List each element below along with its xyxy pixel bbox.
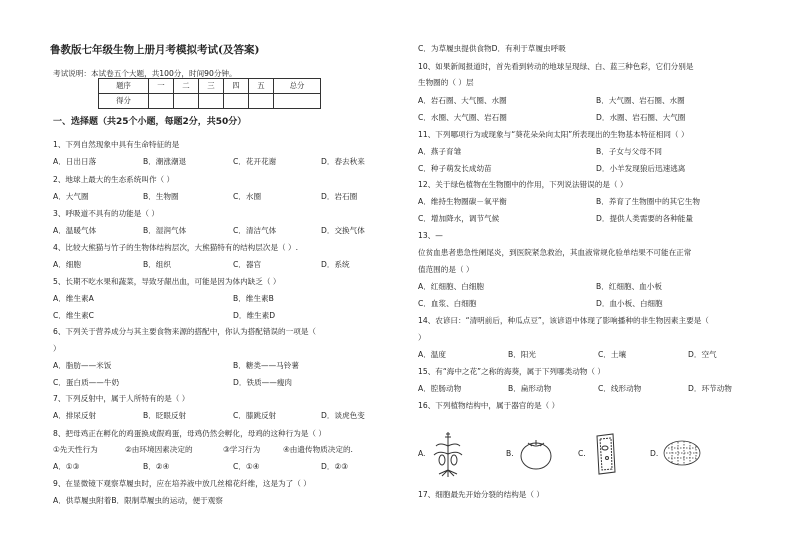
option[interactable]: A．温度 [418, 350, 446, 359]
statement: ②由环境因素决定的 [125, 445, 193, 454]
option[interactable]: B．湿润气体 [143, 226, 187, 235]
page-title: 鲁教版七年级生物上册月考模拟考试(及答案) [50, 44, 260, 56]
option[interactable]: C．维生素C [53, 311, 94, 320]
score-cell[interactable] [274, 94, 321, 109]
question-2: 2、地球上最大的生态系统叫作（ ） [53, 175, 175, 184]
figure-label-b[interactable]: B. [506, 449, 514, 458]
question-16: 16、下列植物结构中，属于器官的是（ ） [418, 401, 560, 410]
option[interactable]: A．排尿反射 [53, 411, 97, 420]
statement: ③学习行为 [223, 445, 261, 454]
option[interactable]: B．生物圈 [143, 192, 179, 201]
option[interactable]: B．潮涨潮退 [143, 157, 187, 166]
question-13: 13、— [418, 231, 443, 240]
score-header-cell: 二 [174, 79, 199, 94]
score-cell[interactable] [149, 94, 174, 109]
option[interactable]: C．花开花谢 [233, 157, 277, 166]
option[interactable]: D．空气 [688, 350, 717, 359]
option[interactable]: B．大气圈、岩石圈、水圈 [596, 96, 685, 105]
question-9-option-ab[interactable]: A．供草履虫附着B．限制草履虫的运动，便于观察 [53, 496, 223, 505]
option[interactable]: D．小羊发现狼后迅速逃离 [596, 164, 686, 173]
option[interactable]: C．清洁气体 [233, 226, 277, 235]
option[interactable]: D．提供人类需要的各种能量 [596, 214, 693, 223]
score-header-cell: 一 [149, 79, 174, 94]
question-1: 1、下列自然现象中具有生命特征的是 [53, 140, 180, 149]
option[interactable]: A．维持生物圈碳－氧平衡 [418, 197, 507, 206]
question-6: 6、下列关于营养成分与其主要食物来源的搭配中，你认为搭配错误的一项是（ [53, 327, 317, 336]
score-cell[interactable] [174, 94, 199, 109]
option[interactable]: B．扁形动物 [508, 384, 552, 393]
question-14: 14、农谚曰：“清明前后，种瓜点豆”，该谚语中体现了影响播种的非生物因素主要是（ [418, 316, 709, 325]
question-9: 9、在显微镜下观察草履虫时，应在培养液中放几丝棉花纤维，这是为了（ ） [53, 479, 311, 488]
score-row-label: 得分 [99, 94, 149, 109]
cell-tissue-icon [662, 438, 702, 468]
score-cell[interactable] [224, 94, 249, 109]
score-table [98, 78, 321, 109]
score-header-cell: 题序 [99, 79, 149, 94]
option[interactable]: A．大气圈 [53, 192, 89, 201]
question-13-continuation: 值范围的是（ ） [418, 265, 474, 274]
figure-label-c[interactable]: C. [578, 449, 586, 458]
score-header-cell: 五 [249, 79, 274, 94]
option[interactable]: D．铁质——瘦肉 [233, 378, 293, 387]
option[interactable]: C．血浆、白细胞 [418, 299, 477, 308]
option[interactable]: D．环节动物 [688, 384, 732, 393]
option[interactable]: B．养育了生物圈中的其它生物 [596, 197, 700, 206]
question-3: 3、呼吸道不具有的功能是（ ） [53, 209, 159, 218]
score-cell[interactable] [249, 94, 274, 109]
option[interactable]: B．维生素B [233, 294, 274, 303]
option[interactable]: D．水圈、岩石圈、大气圈 [596, 113, 686, 122]
plant-icon [430, 430, 466, 478]
figure-label-a[interactable]: A. [418, 449, 426, 458]
option[interactable]: A．腔肠动物 [418, 384, 462, 393]
option[interactable]: C．种子萌发长成幼苗 [418, 164, 492, 173]
option[interactable]: D．血小板、白细胞 [596, 299, 663, 308]
question-17: 17、细胞最先开始分裂的结构是（ ） [418, 490, 544, 499]
score-table-score-row [99, 94, 321, 109]
option[interactable]: A．燕子育雏 [418, 147, 462, 156]
question-10: 10、如果新闻报道时，首先看到转动的地球呈现绿、白、蓝三种色彩，它们分别是 [418, 62, 694, 71]
option[interactable]: B．子女与父母不同 [596, 147, 662, 156]
score-header-cell: 四 [224, 79, 249, 94]
question-4: 4、比较大熊猫与竹子的生物体结构层次，大熊猫特有的结构层次是（ ）. [53, 243, 299, 252]
option[interactable]: A．日出日落 [53, 157, 97, 166]
score-table-header-row [99, 79, 321, 94]
option[interactable]: A．温暖气体 [53, 226, 97, 235]
statement: ④由遗传物质决定的. [283, 445, 353, 454]
question-11: 11、下列哪项行为或现象与“葵花朵朵向太阳”所表现出的生物基本特征相同（ ） [418, 130, 689, 139]
option[interactable]: A．维生素A [53, 294, 94, 303]
option[interactable]: A．岩石圈、大气圈、水圈 [418, 96, 507, 105]
question-10-continuation: 生物圈的（ ）层 [418, 78, 474, 87]
tomato-icon [518, 436, 554, 472]
question-15: 15、有“海中之花”之称的海葵，属于下列哪类动物（ ） [418, 367, 606, 376]
option[interactable]: B．眨眼反射 [143, 411, 187, 420]
option[interactable]: D．谈虎色变 [321, 411, 365, 420]
option[interactable]: D．交换气体 [321, 226, 365, 235]
option[interactable]: D．②③ [321, 462, 349, 471]
plant-cell-icon [592, 432, 618, 476]
option[interactable]: B．②④ [143, 462, 170, 471]
question-12: 12、关于绿色植物在生物圈中的作用，下列说法错误的是（ ） [418, 180, 628, 189]
option[interactable]: C．增加降水，调节气候 [418, 214, 500, 223]
option[interactable]: C．膝跳反射 [233, 411, 277, 420]
score-cell[interactable] [199, 94, 224, 109]
option[interactable]: A．①③ [53, 462, 80, 471]
option[interactable]: D．春去秋来 [321, 157, 365, 166]
question-14-continuation: ） [418, 333, 426, 342]
statement: ①先天性行为 [53, 445, 98, 454]
question-8: 8、把母鸡正在孵化的鸡蛋换成假鸡蛋，母鸡仍然会孵化，母鸡的这种行为是（ ） [53, 429, 327, 438]
option[interactable]: C．①④ [233, 462, 260, 471]
question-16-figures [418, 428, 780, 478]
option[interactable]: D．维生素D [233, 311, 276, 320]
option[interactable]: B．组织 [143, 260, 171, 269]
option[interactable]: C．器官 [233, 260, 262, 269]
section-heading: 一、选择题（共25个小题，每题2分，共50分） [53, 117, 247, 127]
option[interactable]: C．线形动物 [598, 384, 642, 393]
option[interactable]: A．红细胞、白细胞 [418, 282, 484, 291]
option[interactable]: B．阳光 [508, 350, 536, 359]
option[interactable]: D．岩石圈 [321, 192, 358, 201]
question-9-option-cd[interactable]: C．为草履虫提供食物D．有利于草履虫呼吸 [418, 44, 566, 53]
figure-label-d[interactable]: D. [650, 449, 659, 458]
option[interactable]: C．水圈 [233, 192, 262, 201]
option[interactable]: C．蛋白质——牛奶 [53, 378, 120, 387]
option[interactable]: D．系统 [321, 260, 350, 269]
option[interactable]: A．脂肪——米饭 [53, 361, 112, 370]
question-7: 7、下列反射中，属于人所特有的是（ ） [53, 394, 190, 403]
option[interactable]: A．细胞 [53, 260, 81, 269]
option[interactable]: C．水圈、大气圈、岩石圈 [418, 113, 507, 122]
question-13-continuation: 位贫血患者患急性阑尾炎，到医院紧急救治，其血液常规化验单结果不可能在正常 [418, 248, 692, 257]
option[interactable]: B．糖类——马铃薯 [233, 361, 299, 370]
exam-instructions: 考试说明：本试卷五个大题，共100分，时间90分钟。 [53, 69, 237, 78]
question-5: 5、长期不吃水果和蔬菜，导致牙龈出血，可能是因为体内缺乏（ ） [53, 277, 281, 286]
option[interactable]: C．土壤 [598, 350, 627, 359]
score-header-cell: 总分 [274, 79, 321, 94]
option[interactable]: B．红细胞、血小板 [596, 282, 662, 291]
question-6-continuation: ） [53, 344, 61, 353]
score-header-cell: 三 [199, 79, 224, 94]
